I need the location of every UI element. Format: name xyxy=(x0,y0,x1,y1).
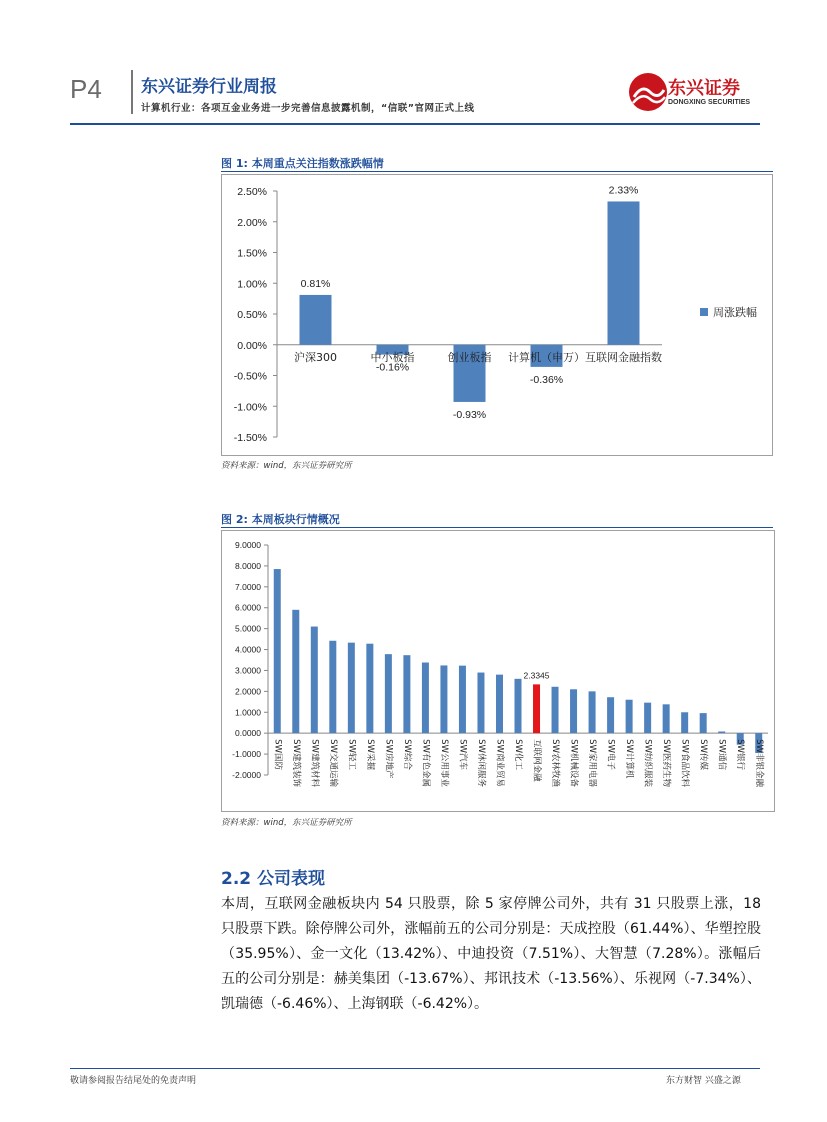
y-tick-label: -1.0000 xyxy=(232,749,261,760)
y-tick-label: 1.0000 xyxy=(235,707,261,718)
footer-slogan: 东方财智 兴盛之源 xyxy=(666,1076,741,1086)
y-tick-label: 2.0000 xyxy=(235,686,261,697)
bar xyxy=(681,712,688,733)
category-label: 互联网金融指数 xyxy=(585,350,662,364)
y-tick-label: 4.0000 xyxy=(235,644,261,655)
category-label: SW机械设备 xyxy=(568,739,579,787)
figure1-source: 资料来源：wind，东兴证券研究所 xyxy=(221,461,352,471)
category-label: SW建筑装饰 xyxy=(290,739,301,787)
bar xyxy=(552,687,559,733)
category-label: SW有色金属 xyxy=(420,739,431,787)
bar xyxy=(300,295,332,345)
category-label: SW建筑材料 xyxy=(309,739,320,787)
data-label: -0.16% xyxy=(375,361,410,374)
category-label: SW房地产 xyxy=(383,739,394,779)
bar xyxy=(329,641,336,733)
category-label: SW汽车 xyxy=(457,739,468,770)
category-label: 沪深300 xyxy=(294,350,337,364)
figure2-chart-frame xyxy=(221,530,775,812)
bar xyxy=(533,684,540,733)
category-label: SW医药生物 xyxy=(661,739,672,787)
bar xyxy=(422,663,429,734)
data-label: -0.36% xyxy=(529,373,564,386)
report-subtitle: 计算机行业：各项互金业务进一步完善信息披露机制，“信联”官网正式上线 xyxy=(141,103,475,114)
bar xyxy=(292,610,299,733)
y-tick-label: 2.00% xyxy=(237,216,267,229)
logo-text-cn: 东兴证券 xyxy=(668,78,740,99)
y-tick-label: -2.0000 xyxy=(232,770,261,780)
y-tick-label: 0.00% xyxy=(237,339,267,352)
bar xyxy=(644,703,651,734)
header-rule xyxy=(70,123,760,125)
section-body: 本周，互联网金融板块内 54 只股票，除 5 家停牌公司外，共有 31 只股票上涨，18 只股票下跌。除停牌公司外，涨幅前五的公司分别是：天成控股（61.44%）、华塑控股（35.95%）、金一文化（13.42%）、中迪投资（7.51%）、大智慧（7.28%）。涨幅后五的公司分别是：赫美集团（-13.67%）、邦讯技术（-13.56%）、乐视网（-7.34%）、凯瑞德（-6.46%）、上海钢联（-6.42%）。 xyxy=(221,896,761,1012)
legend-swatch xyxy=(700,308,708,316)
category-label: SW食品饮料 xyxy=(679,739,690,787)
category-label: 中小板指 xyxy=(370,350,415,364)
category-label: SW农林牧渔 xyxy=(550,739,561,787)
bar xyxy=(570,689,577,733)
y-tick-label: 9.0000 xyxy=(235,540,261,550)
category-label: SW化工 xyxy=(513,739,523,770)
page-number: P4 xyxy=(70,74,102,104)
data-label: -0.93% xyxy=(452,408,487,421)
bar xyxy=(348,643,355,734)
category-label: SW休闲服务 xyxy=(475,739,486,787)
bar xyxy=(700,713,707,733)
header-divider xyxy=(131,70,133,114)
y-tick-label: 5.0000 xyxy=(235,623,261,634)
category-label: SW国防 xyxy=(272,739,283,770)
figure1-title: 图 1: 本周重点关注指数涨跌幅情 xyxy=(221,157,384,170)
bar xyxy=(311,627,318,734)
category-label: SW综合 xyxy=(401,739,412,770)
y-tick-label: 8.0000 xyxy=(235,560,261,571)
bar xyxy=(459,666,466,734)
category-label: SW电子 xyxy=(605,739,616,770)
bar xyxy=(663,704,670,733)
bar xyxy=(274,569,281,733)
report-title: 东兴证券行业周报 xyxy=(141,77,277,97)
bar xyxy=(366,644,373,733)
data-label: 2.3345 xyxy=(523,670,550,681)
bar xyxy=(477,673,484,734)
figure2-chart xyxy=(222,531,774,811)
category-label: SW公用事业 xyxy=(438,739,449,787)
y-tick-label: -0.50% xyxy=(233,370,267,383)
bar xyxy=(607,697,614,733)
data-label: 0.81% xyxy=(300,277,331,290)
bar xyxy=(403,655,410,733)
footer-disclaimer: 敬请参阅报告结尾处的免责声明 xyxy=(70,1076,197,1086)
figure2-title-rule xyxy=(221,527,773,528)
logo-text-en: DONGXING SECURITIES xyxy=(668,99,751,106)
category-label: SW商业贸易 xyxy=(494,739,505,787)
category-label: SW交通运输 xyxy=(327,739,338,787)
footer-rule xyxy=(70,1068,760,1069)
bar xyxy=(440,665,447,733)
section-heading: 2.2 公司表现 xyxy=(221,869,326,889)
y-tick-label: 7.0000 xyxy=(235,581,261,592)
y-tick-label: 3.0000 xyxy=(235,665,261,676)
figure2-source: 资料来源：wind，东兴证券研究所 xyxy=(221,818,352,828)
y-tick-label: -1.50% xyxy=(233,432,267,444)
y-tick-label: 2.50% xyxy=(237,186,267,198)
y-tick-label: 6.0000 xyxy=(235,602,261,613)
category-label: SW计算机 xyxy=(624,739,635,779)
bar xyxy=(718,732,725,734)
y-tick-label: 1.50% xyxy=(237,247,267,260)
legend-label: 周涨跌幅 xyxy=(713,306,757,319)
category-label: SW银行 xyxy=(735,739,746,770)
y-tick-label: 1.00% xyxy=(237,278,267,291)
y-tick-label: 0.50% xyxy=(237,309,267,321)
bar xyxy=(385,654,392,733)
category-label: 计算机（申万） xyxy=(508,350,585,364)
category-label: SW通信 xyxy=(716,739,727,770)
category-label: 互联网金融 xyxy=(531,739,542,782)
bar xyxy=(626,700,633,733)
bar xyxy=(496,675,503,734)
figure2-title: 图 2: 本周板块行情概况 xyxy=(221,513,340,526)
figure1-chart xyxy=(222,175,772,455)
category-label: SW轻工 xyxy=(346,739,357,770)
y-tick-label: 0.0000 xyxy=(235,728,261,739)
figure1-chart-frame xyxy=(221,174,773,456)
category-label: SW非银金融 xyxy=(753,739,764,787)
category-label: SW采掘 xyxy=(364,739,375,770)
bar xyxy=(589,691,596,733)
category-label: SW家用电器 xyxy=(587,739,598,787)
category-label: SW纺织服装 xyxy=(642,739,653,787)
category-label: 创业板指 xyxy=(447,350,492,364)
bar xyxy=(608,201,640,344)
figure1-title-rule xyxy=(221,171,773,172)
category-label: SW传媒 xyxy=(698,739,709,770)
data-label: 2.33% xyxy=(608,184,639,197)
bar xyxy=(515,679,522,733)
y-tick-label: -1.00% xyxy=(233,401,267,414)
